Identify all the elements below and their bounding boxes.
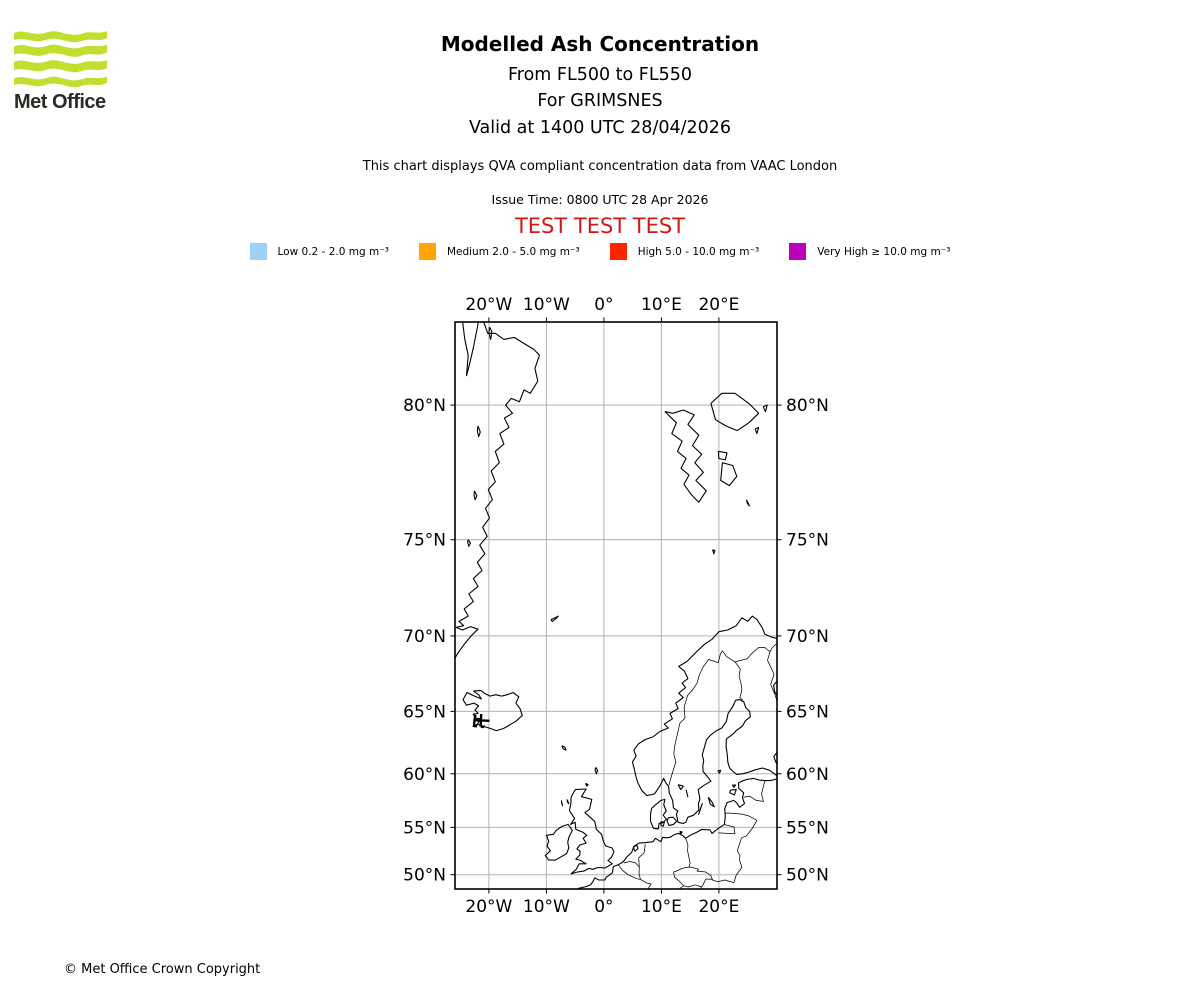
qva-description: This chart displays QVA compliant concentration data from VAAC London xyxy=(362,159,838,174)
svg-text:65°N: 65°N xyxy=(403,702,446,723)
svg-text:75°N: 75°N xyxy=(403,530,446,551)
map-frame xyxy=(455,322,777,889)
svg-text:20°E: 20°E xyxy=(698,295,740,315)
svg-text:0°: 0° xyxy=(594,897,614,917)
svg-text:80°N: 80°N xyxy=(786,396,829,417)
svg-text:20°W: 20°W xyxy=(465,897,513,917)
svg-text:55°N: 55°N xyxy=(786,818,829,839)
issue-time: Issue Time: 0800 UTC 28 Apr 2026 xyxy=(491,192,709,207)
svg-text:10°E: 10°E xyxy=(640,295,682,315)
subtitle-volcano: For GRIMSNES xyxy=(537,91,663,111)
legend-swatch-low xyxy=(250,243,267,260)
svg-text:50°N: 50°N xyxy=(403,865,446,886)
page-title: Modelled Ash Concentration xyxy=(440,32,760,56)
country-borders xyxy=(619,643,777,889)
svg-text:60°N: 60°N xyxy=(403,764,446,785)
coastlines xyxy=(455,321,777,890)
axis-ticks xyxy=(451,318,782,894)
svg-text:10°E: 10°E xyxy=(640,897,682,917)
svg-text:55°N: 55°N xyxy=(403,818,446,839)
svg-text:20°W: 20°W xyxy=(465,295,513,315)
svg-text:10°W: 10°W xyxy=(522,295,570,315)
svg-text:50°N: 50°N xyxy=(786,865,829,886)
svg-text:20°E: 20°E xyxy=(698,897,740,917)
legend-label-high: High 5.0 - 10.0 mg m⁻³ xyxy=(637,245,760,258)
graticule xyxy=(455,322,777,889)
concentration-legend xyxy=(0,243,1200,260)
ash-concentration-map xyxy=(370,280,850,930)
metoffice-logo-text: Met Office xyxy=(14,91,106,113)
legend-item-high xyxy=(610,243,760,260)
legend-swatch-very-high xyxy=(789,243,806,260)
legend-item-very-high xyxy=(789,243,950,260)
legend-item-medium xyxy=(419,243,580,260)
subtitle-valid-time: Valid at 1400 UTC 28/04/2026 xyxy=(468,118,732,138)
legend-swatch-high xyxy=(610,243,627,260)
subtitle-flight-levels: From FL500 to FL550 xyxy=(507,65,693,85)
svg-text:70°N: 70°N xyxy=(786,626,829,647)
svg-text:75°N: 75°N xyxy=(786,530,829,551)
legend-label-medium: Medium 2.0 - 5.0 mg m⁻³ xyxy=(446,245,580,258)
legend-label-low: Low 0.2 - 2.0 mg m⁻³ xyxy=(277,245,389,258)
test-banner: TEST TEST TEST xyxy=(514,214,686,238)
legend-item-low xyxy=(250,243,389,260)
svg-text:70°N: 70°N xyxy=(403,626,446,647)
svg-text:10°W: 10°W xyxy=(522,897,570,917)
map-figure xyxy=(370,280,850,930)
legend-swatch-medium xyxy=(419,243,436,260)
copyright-notice: © Met Office Crown Copyright xyxy=(64,962,261,977)
svg-text:65°N: 65°N xyxy=(786,702,829,723)
svg-text:80°N: 80°N xyxy=(403,396,446,417)
svg-text:0°: 0° xyxy=(594,295,614,315)
svg-text:60°N: 60°N xyxy=(786,764,829,785)
legend-label-very-high: Very High ≥ 10.0 mg m⁻³ xyxy=(817,245,951,258)
